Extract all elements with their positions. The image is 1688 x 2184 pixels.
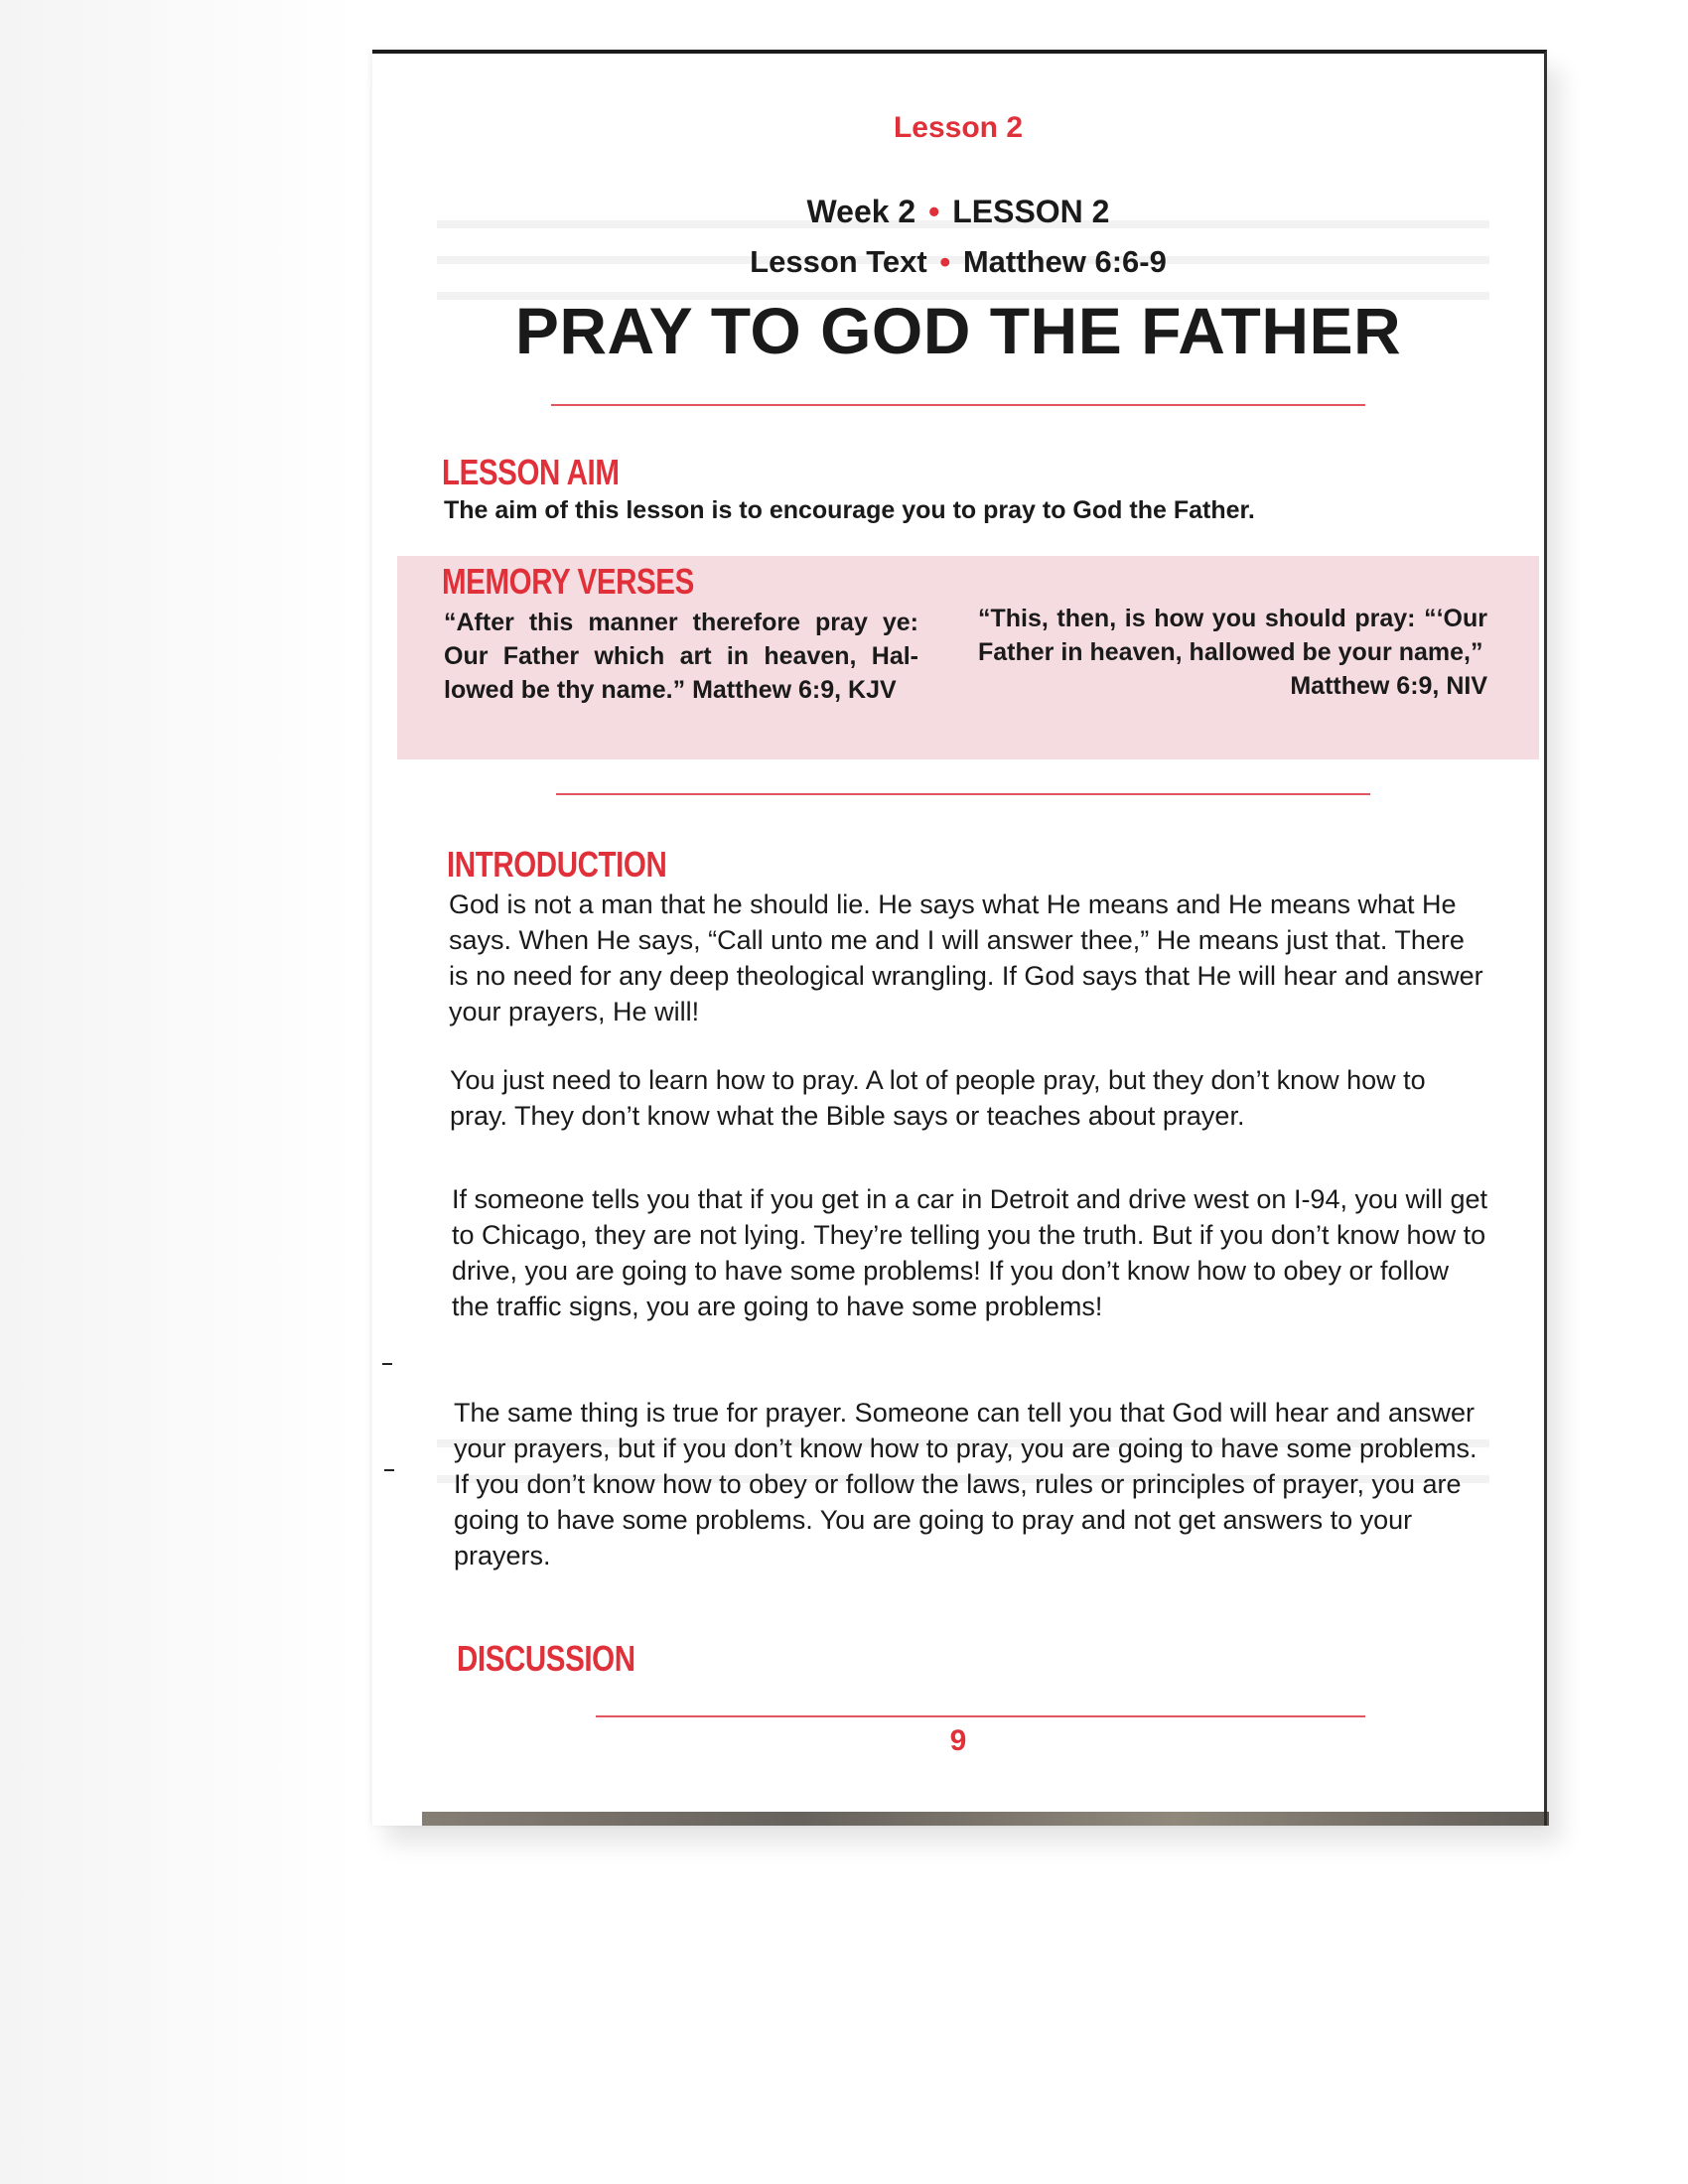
memory-verse-niv <box>978 602 1487 703</box>
divider <box>551 404 1365 406</box>
bullet-separator: • <box>939 244 951 279</box>
lesson-number: LESSON 2 <box>952 194 1110 229</box>
verse-reference-kjv: Matthew 6:9, KJV <box>692 676 897 704</box>
week-line <box>372 194 1544 230</box>
introduction-paragraph: The same thing is true for prayer. Someone can tell you that God will hear and answer your prayers, but if you don’t know how to pray, you are going to have some problems. If you don’t know how to obey or follow the laws, rules or principles of prayer, you are going to have some problems. You are going to pray and not get answers to your prayers. <box>454 1398 1477 1570</box>
bullet-separator: • <box>928 194 940 229</box>
lesson-aim-heading: LESSON AIM <box>442 452 620 492</box>
memory-verses-heading: MEMORY VERSES <box>442 561 694 602</box>
introduction-paragraph: You just need to learn how to pray. A lot of people pray, but they don’t know how to pray. They don’t know what the Bible says or teaches about prayer. <box>450 1065 1426 1131</box>
discussion-heading: DISCUSSION <box>457 1638 635 1679</box>
memory-verse-kjv <box>444 606 918 707</box>
lesson-aim-text: The aim of this lesson is to encourage you to pray to God the Father. <box>444 496 1255 524</box>
introduction-paragraph: God is not a man that he should lie. He says what He means and He means what He says. When He says, “Call unto me and I will answer thee,” He means just that. There is no need for any deep theological wrangling. If God says that He will hear and answer your prayers, He will! <box>449 889 1483 1026</box>
week-label: Week 2 <box>806 194 916 229</box>
verse-reference-niv: Matthew 6:9, NIV <box>1290 672 1487 700</box>
lesson-text-reference: Matthew 6:6-9 <box>962 244 1167 279</box>
page-number: 9 <box>949 1724 967 1757</box>
lesson-text-line <box>372 244 1544 280</box>
lesson-text-label: Lesson Text <box>750 244 927 279</box>
page-title: PRAY TO GOD THE FATHER <box>514 294 1402 367</box>
verse-text-kjv: “After this manner therefore pray ye: Our Father which art in heaven, Hal-lowed be thy name.” <box>444 609 918 704</box>
binding-mark <box>384 1469 394 1471</box>
page-content <box>372 50 1544 1822</box>
lesson-running-header: Lesson 2 <box>893 111 1024 144</box>
binding-mark <box>382 1363 392 1365</box>
scan-shadow <box>0 0 357 2184</box>
divider <box>556 793 1370 795</box>
divider <box>596 1715 1365 1717</box>
verse-text-niv: “This, then, is how you should pray: “‘Our Father in heaven, hallowed be your name,” <box>978 605 1487 666</box>
introduction-paragraph: If someone tells you that if you get in a car in Detroit and drive west on I-94, you will get to Chicago, they are not lying. They’re telling you the truth. But if you don’t know how to drive, you are going to have some problems! If you don’t know how to obey or follow the traffic signs, you are going to have some problems! <box>452 1184 1488 1321</box>
introduction-heading: INTRODUCTION <box>447 844 667 885</box>
